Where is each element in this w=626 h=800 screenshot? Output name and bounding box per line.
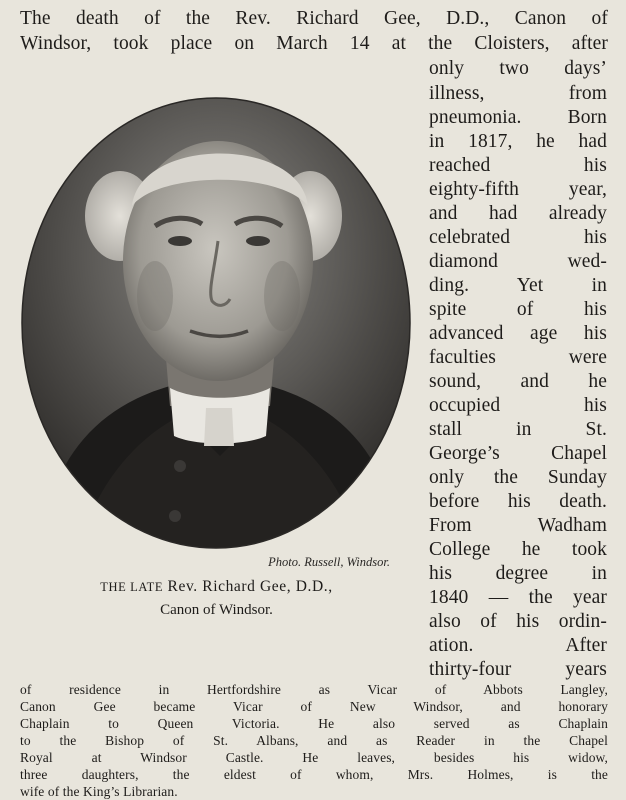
article-line: also of his ordin- [429, 611, 607, 632]
article-line: wife of the King’s Librarian. [20, 784, 178, 799]
article-line: Windsor, took place on March 14 at the Cloisters, after [20, 33, 608, 54]
article-line: pneumonia. Born [429, 107, 607, 128]
article-line: Royal at Windsor Castle. He leaves, besides his widow, [20, 750, 608, 765]
article-line: illness, from [429, 83, 607, 104]
portrait-caption-line2: Canon of Windsor. [160, 602, 273, 618]
article-line: spite of his [429, 299, 607, 320]
portrait-photo [20, 96, 413, 550]
article-line: only the Sunday [429, 467, 607, 488]
article-line: sound, and he [429, 371, 607, 392]
article-line: his degree in [429, 563, 607, 584]
article-line: Canon Gee became Vicar of New Windsor, and honorary [20, 699, 608, 714]
article-line: 1840 — the year [429, 587, 607, 608]
article-line: celebrated his [429, 227, 607, 248]
article-line: stall in St. [429, 419, 607, 440]
article-line: only two days’ [429, 58, 607, 79]
article-line: diamond wed- [429, 251, 607, 272]
article-line: of residence in Hertfordshire as Vicar of Abbots Langley, [20, 682, 608, 697]
photo-credit: Photo. Russell, Windsor. [268, 555, 390, 569]
article-line: thirty-four years [429, 659, 607, 680]
article-line: in 1817, he had [429, 131, 607, 152]
article-line: ation. After [429, 635, 607, 656]
article-line: advanced age his [429, 323, 607, 344]
article-line: The death of the Rev. Richard Gee, D.D., Canon of [20, 8, 608, 29]
article-line: Chaplain to Queen Victoria. He also served as Chaplain [20, 716, 608, 731]
article-line: occupied his [429, 395, 607, 416]
article-line: three daughters, the eldest of whom, Mrs. Holmes, is the [20, 767, 608, 782]
article-line: reached his [429, 155, 607, 176]
article-line: faculties were [429, 347, 607, 368]
article-line: before his death. [429, 491, 607, 512]
article-line: ding. Yet in [429, 275, 607, 296]
article-line: eighty-fifth year, [429, 179, 607, 200]
article-line: George’s Chapel [429, 443, 607, 464]
caption-prefix: THE LATE [100, 580, 164, 594]
article-line: and had already [429, 203, 607, 224]
portrait-caption [20, 578, 413, 596]
article-line: to the Bishop of St. Albans, and as Reader in the Chapel [20, 733, 608, 748]
article-line: College he took [429, 539, 607, 560]
article-line: From Wadham [429, 515, 607, 536]
caption-name: Rev. Richard Gee, D.D., [167, 578, 333, 595]
